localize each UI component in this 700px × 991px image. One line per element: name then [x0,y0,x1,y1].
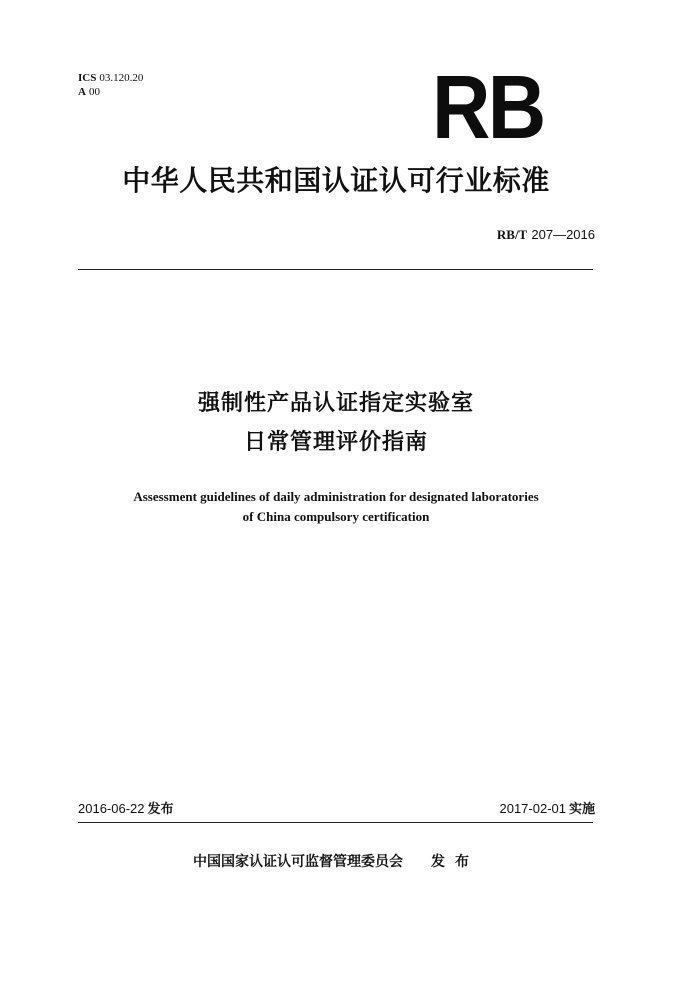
classification-codes [78,71,143,99]
ccs-label: A [78,86,86,98]
standard-type-title: 中华人民共和国认证认可行业标准 [122,164,550,197]
issue-label: 发布 [147,802,174,817]
chinese-title-line-2: 日常管理评价指南 [243,430,428,455]
bottom-divider [78,822,593,823]
english-title-line-2: of China compulsory certification [242,509,430,524]
issuer-name: 中国国家认证认可监督管理委员会 [193,854,403,870]
ics-label: ICS [78,72,97,84]
issue-date: 2016-06-22 [78,801,145,816]
top-divider [78,269,593,270]
ccs-code [78,85,143,99]
implementation-date: 2017-02-01 [499,801,566,816]
chinese-title-line-1: 强制性产品认证指定实验室 [197,391,474,416]
rb-logo: RB [432,58,544,158]
ics-code [78,71,143,85]
ccs-value: 00 [88,86,100,98]
english-title-line-1: Assessment guidelines of daily administration for designated laboratories [133,489,539,504]
implementation-date-row [499,800,595,819]
standard-number-value: 207—2016 [531,227,595,242]
ics-value: 03.120.20 [99,72,144,84]
standard-number [497,226,595,245]
standard-number-prefix: RB/T [496,227,528,242]
issuer-line [78,852,594,872]
implementation-label: 实施 [568,802,595,817]
publish-label: 发布 [431,854,479,870]
issue-date-row [78,800,174,819]
